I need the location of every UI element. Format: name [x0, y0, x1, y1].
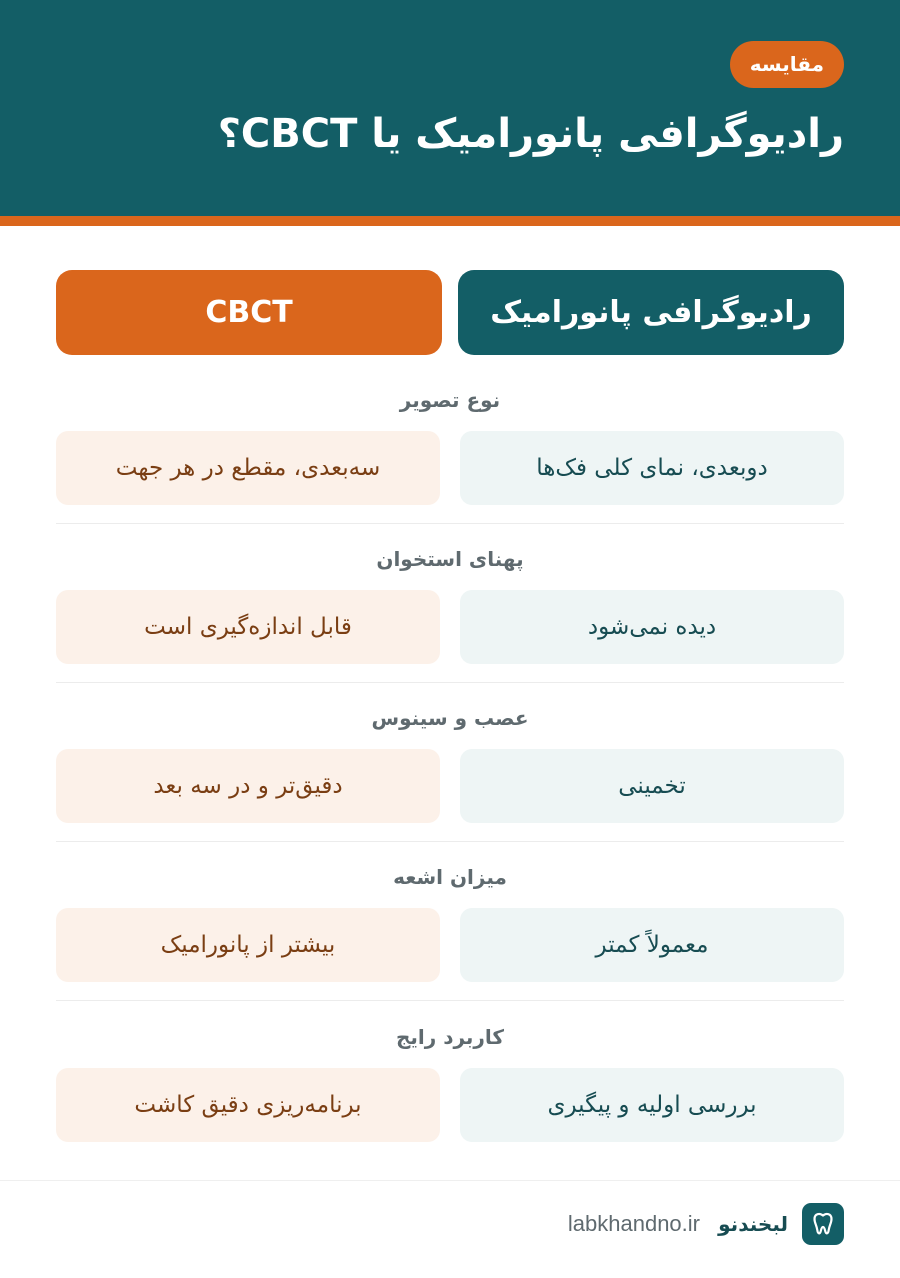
- row-divider: [56, 523, 844, 524]
- panoramic-value: دیده نمی‌شود: [460, 590, 844, 664]
- column-header-panoramic: رادیوگرافی پانورامیک: [458, 270, 844, 355]
- page-title: رادیوگرافی پانورامیک یا CBCT؟: [217, 111, 844, 157]
- panoramic-value: دوبعدی، نمای کلی فک‌ها: [460, 431, 844, 505]
- footer-divider: [0, 1180, 900, 1181]
- row-divider: [56, 841, 844, 842]
- tooth-icon: [812, 1212, 834, 1236]
- cbct-value: بیشتر از پانورامیک: [56, 908, 440, 982]
- cbct-value: قابل اندازه‌گیری است: [56, 590, 440, 664]
- category-badge: مقایسه: [730, 41, 844, 88]
- cbct-value: سه‌بعدی، مقطع در هر جهت: [56, 431, 440, 505]
- cbct-value: دقیق‌تر و در سه بعد: [56, 749, 440, 823]
- cbct-value: برنامه‌ریزی دقیق کاشت: [56, 1068, 440, 1142]
- row-label: میزان اشعه: [393, 865, 507, 889]
- brand-name: لبخندنو: [718, 1212, 788, 1236]
- brand-logo: [802, 1203, 844, 1245]
- header-accent-stripe: [0, 216, 900, 226]
- row-label: پهنای استخوان: [376, 547, 524, 571]
- panoramic-value: تخمینی: [460, 749, 844, 823]
- row-divider: [56, 682, 844, 683]
- panoramic-value: معمولاً کمتر: [460, 908, 844, 982]
- row-label: کاربرد رایج: [395, 1025, 505, 1049]
- panoramic-value: بررسی اولیه و پیگیری: [460, 1068, 844, 1142]
- column-header-cbct: CBCT: [56, 270, 442, 355]
- row-divider: [56, 1000, 844, 1001]
- row-label: نوع تصویر: [399, 388, 501, 412]
- website-link[interactable]: labkhandno.ir: [567, 1211, 700, 1236]
- row-label: عصب و سینوس: [371, 706, 529, 730]
